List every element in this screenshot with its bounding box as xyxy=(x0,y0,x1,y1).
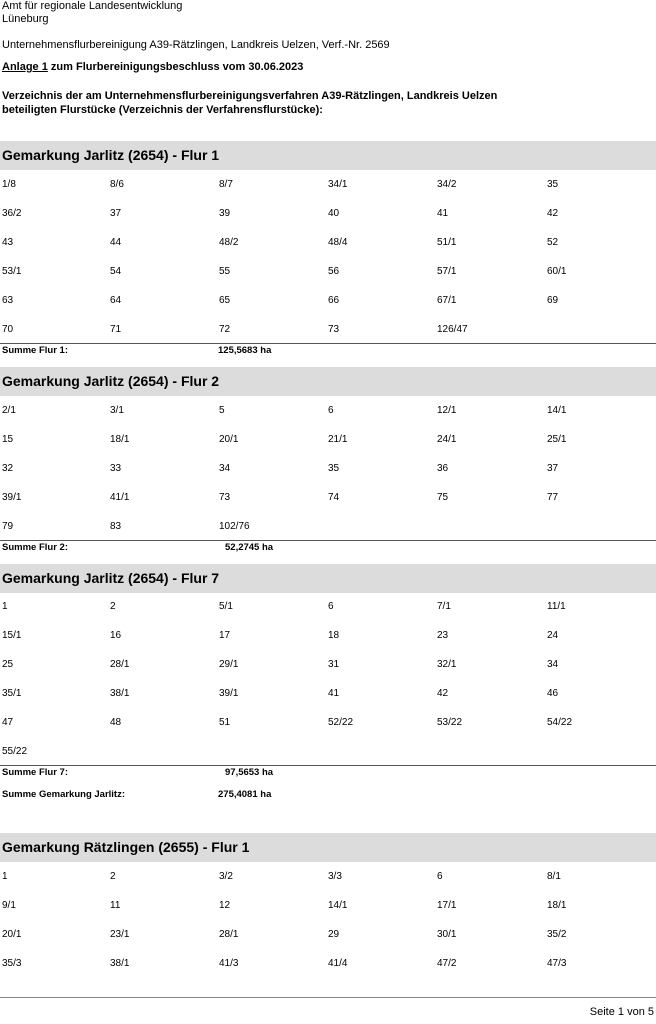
sum-divider xyxy=(0,343,656,344)
parcel-number: 28/1 xyxy=(110,659,130,670)
parcel-number: 51 xyxy=(219,717,231,728)
parcel-number: 25/1 xyxy=(547,434,567,445)
parcel-number: 8/6 xyxy=(110,179,124,190)
parcel-number: 1 xyxy=(2,601,8,612)
parcel-number: 54/22 xyxy=(547,717,573,728)
intro-line-1: Verzeichnis der am Unternehmensflurbereinigungsverfahren A39-Rätzlingen, Landkreis Uelzen xyxy=(2,90,498,102)
parcel-number: 42 xyxy=(547,208,559,219)
parcel-number: 53/1 xyxy=(2,266,22,277)
parcel-number: 41/4 xyxy=(328,958,348,969)
table-row xyxy=(0,294,656,308)
parcel-number: 69 xyxy=(547,295,559,306)
table-row xyxy=(0,716,656,730)
parcel-number: 25 xyxy=(2,659,14,670)
parcel-number: 39 xyxy=(219,208,231,219)
parcel-number: 40 xyxy=(328,208,340,219)
parcel-number: 2/1 xyxy=(2,405,16,416)
intro-line-2: beteiligten Flurstücke (Verzeichnis der Verfahrensflurstücke): xyxy=(2,104,323,116)
parcel-number: 14/1 xyxy=(328,900,348,911)
parcel-number: 37 xyxy=(110,208,122,219)
table-row xyxy=(0,629,656,643)
parcel-number: 73 xyxy=(219,492,231,503)
parcel-number: 11/1 xyxy=(547,601,566,612)
sum-divider xyxy=(0,540,656,541)
table-row xyxy=(0,462,656,476)
parcel-number: 74 xyxy=(328,492,340,503)
section-title: Gemarkung Jarlitz (2654) - Flur 7 xyxy=(0,564,656,593)
sum-divider xyxy=(0,765,656,766)
parcel-number: 3/1 xyxy=(110,405,124,416)
parcel-number: 6 xyxy=(437,871,443,882)
table-row xyxy=(0,899,656,913)
parcel-number: 12 xyxy=(219,900,231,911)
sum-label: Summe Flur 2: xyxy=(2,542,68,553)
parcel-number: 6 xyxy=(328,405,334,416)
gemarkung-sum-label: Summe Gemarkung Jarlitz: xyxy=(2,789,126,800)
parcel-number: 48/4 xyxy=(328,237,348,248)
table-row xyxy=(0,491,656,505)
parcel-number: 43 xyxy=(2,237,14,248)
parcel-number: 3/3 xyxy=(328,871,342,882)
parcel-number: 73 xyxy=(328,324,340,335)
parcel-number: 34/2 xyxy=(437,179,457,190)
parcel-number: 39/1 xyxy=(2,492,22,503)
parcel-number: 66 xyxy=(328,295,340,306)
parcel-number: 3/2 xyxy=(219,871,233,882)
table-row xyxy=(0,687,656,701)
parcel-number: 56 xyxy=(328,266,340,277)
parcel-number: 7/1 xyxy=(437,601,451,612)
table-row xyxy=(0,600,656,614)
parcel-number: 38/1 xyxy=(110,688,130,699)
parcel-number: 60/1 xyxy=(547,266,567,277)
parcel-number: 46 xyxy=(547,688,559,699)
anlage-text: zum Flurbereinigungsbeschluss vom 30.06.2023 xyxy=(47,61,304,73)
table-row xyxy=(0,870,656,884)
sum-label: Summe Flur 1: xyxy=(2,345,68,356)
parcel-number: 11 xyxy=(110,900,121,911)
anlage-label: Anlage 1 xyxy=(2,61,48,73)
parcel-number: 23 xyxy=(437,630,449,641)
parcel-number: 32/1 xyxy=(437,659,457,670)
parcel-number: 39/1 xyxy=(219,688,239,699)
parcel-number: 67/1 xyxy=(437,295,457,306)
table-row xyxy=(0,404,656,418)
parcel-number: 36/2 xyxy=(2,208,22,219)
parcel-number: 2 xyxy=(110,601,116,612)
parcel-number: 37 xyxy=(547,463,559,474)
table-row xyxy=(0,928,656,942)
parcel-number: 41 xyxy=(437,208,449,219)
parcel-number: 9/1 xyxy=(2,900,16,911)
parcel-number: 8/7 xyxy=(219,179,233,190)
table-row xyxy=(0,658,656,672)
parcel-number: 48 xyxy=(110,717,122,728)
parcel-number: 83 xyxy=(110,521,122,532)
gemarkung-sum-value: 275,4081 ha xyxy=(218,789,272,800)
table-row xyxy=(0,745,656,759)
parcel-number: 20/1 xyxy=(2,929,22,940)
parcel-number: 34 xyxy=(547,659,559,670)
parcel-number: 79 xyxy=(2,521,14,532)
parcel-number: 20/1 xyxy=(219,434,239,445)
page-number: Seite 1 von 5 xyxy=(589,1006,654,1018)
table-row xyxy=(0,323,656,337)
office-name: Amt für regionale Landesentwicklung xyxy=(2,0,183,12)
parcel-number: 17/1 xyxy=(437,900,457,911)
table-row xyxy=(0,433,656,447)
parcel-number: 29/1 xyxy=(219,659,239,670)
parcel-number: 41 xyxy=(328,688,340,699)
parcel-number: 14/1 xyxy=(547,405,567,416)
parcel-number: 1 xyxy=(2,871,8,882)
parcel-number: 75 xyxy=(437,492,449,503)
parcel-number: 77 xyxy=(547,492,559,503)
table-row xyxy=(0,265,656,279)
parcel-number: 63 xyxy=(2,295,14,306)
parcel-number: 41/1 xyxy=(110,492,130,503)
sum-value: 52,2745 ha xyxy=(225,542,274,553)
sum-value: 125,5683 ha xyxy=(218,345,272,356)
parcel-number: 72 xyxy=(219,324,231,335)
parcel-number: 35 xyxy=(328,463,340,474)
parcel-number: 55 xyxy=(219,266,231,277)
sum-label: Summe Flur 7: xyxy=(2,767,68,778)
parcel-number: 36 xyxy=(437,463,449,474)
parcel-number: 70 xyxy=(2,324,14,335)
parcel-number: 52 xyxy=(547,237,559,248)
parcel-number: 34/1 xyxy=(328,179,348,190)
procedure-title: Unternehmensflurbereinigung A39-Rätzlingen, Landkreis Uelzen, Verf.-Nr. 2569 xyxy=(2,39,390,51)
parcel-number: 30/1 xyxy=(437,929,457,940)
section-title: Gemarkung Jarlitz (2654) - Flur 2 xyxy=(0,367,656,396)
parcel-number: 31 xyxy=(328,659,340,670)
parcel-number: 35/2 xyxy=(547,929,567,940)
parcel-number: 23/1 xyxy=(110,929,130,940)
parcel-number: 71 xyxy=(110,324,122,335)
parcel-number: 6 xyxy=(328,601,334,612)
parcel-number: 52/22 xyxy=(328,717,354,728)
office-city: Lüneburg xyxy=(2,13,49,25)
parcel-number: 24 xyxy=(547,630,559,641)
parcel-number: 15/1 xyxy=(2,630,22,641)
parcel-number: 29 xyxy=(328,929,340,940)
parcel-number: 35 xyxy=(547,179,559,190)
parcel-number: 42 xyxy=(437,688,449,699)
parcel-number: 57/1 xyxy=(437,266,457,277)
parcel-number: 18/1 xyxy=(547,900,567,911)
parcel-number: 126/47 xyxy=(437,324,468,335)
table-row xyxy=(0,236,656,250)
parcel-number: 51/1 xyxy=(437,237,457,248)
parcel-number: 12/1 xyxy=(437,405,457,416)
parcel-number: 8/1 xyxy=(547,871,561,882)
parcel-number: 18/1 xyxy=(110,434,130,445)
parcel-number: 15 xyxy=(2,434,14,445)
parcel-number: 47/2 xyxy=(437,958,457,969)
parcel-number: 64 xyxy=(110,295,122,306)
parcel-number: 54 xyxy=(110,266,122,277)
parcel-number: 34 xyxy=(219,463,231,474)
parcel-number: 1/8 xyxy=(2,179,16,190)
table-row xyxy=(0,207,656,221)
parcel-number: 65 xyxy=(219,295,231,306)
sum-value: 97,5653 ha xyxy=(225,767,274,778)
parcel-number: 47/3 xyxy=(547,958,567,969)
parcel-number: 5 xyxy=(219,405,225,416)
parcel-number: 28/1 xyxy=(219,929,239,940)
section-title: Gemarkung Rätzlingen (2655) - Flur 1 xyxy=(0,833,656,862)
parcel-number: 48/2 xyxy=(219,237,239,248)
parcel-number: 18 xyxy=(328,630,340,641)
footer-divider xyxy=(0,997,656,998)
parcel-number: 35/1 xyxy=(2,688,22,699)
parcel-number: 53/22 xyxy=(437,717,463,728)
parcel-number: 35/3 xyxy=(2,958,22,969)
parcel-number: 2 xyxy=(110,871,116,882)
parcel-number: 38/1 xyxy=(110,958,130,969)
parcel-number: 16 xyxy=(110,630,122,641)
parcel-number: 41/3 xyxy=(219,958,239,969)
parcel-number: 102/76 xyxy=(219,521,250,532)
parcel-number: 21/1 xyxy=(328,434,348,445)
parcel-number: 55/22 xyxy=(2,746,28,757)
parcel-number: 47 xyxy=(2,717,14,728)
parcel-number: 32 xyxy=(2,463,14,474)
anlage-heading xyxy=(2,61,303,74)
table-row xyxy=(0,520,656,534)
table-row xyxy=(0,957,656,971)
parcel-number: 24/1 xyxy=(437,434,457,445)
parcel-number: 44 xyxy=(110,237,122,248)
parcel-number: 17 xyxy=(219,630,231,641)
parcel-number: 5/1 xyxy=(219,601,233,612)
parcel-number: 33 xyxy=(110,463,122,474)
section-title: Gemarkung Jarlitz (2654) - Flur 1 xyxy=(0,141,656,170)
table-row xyxy=(0,178,656,192)
